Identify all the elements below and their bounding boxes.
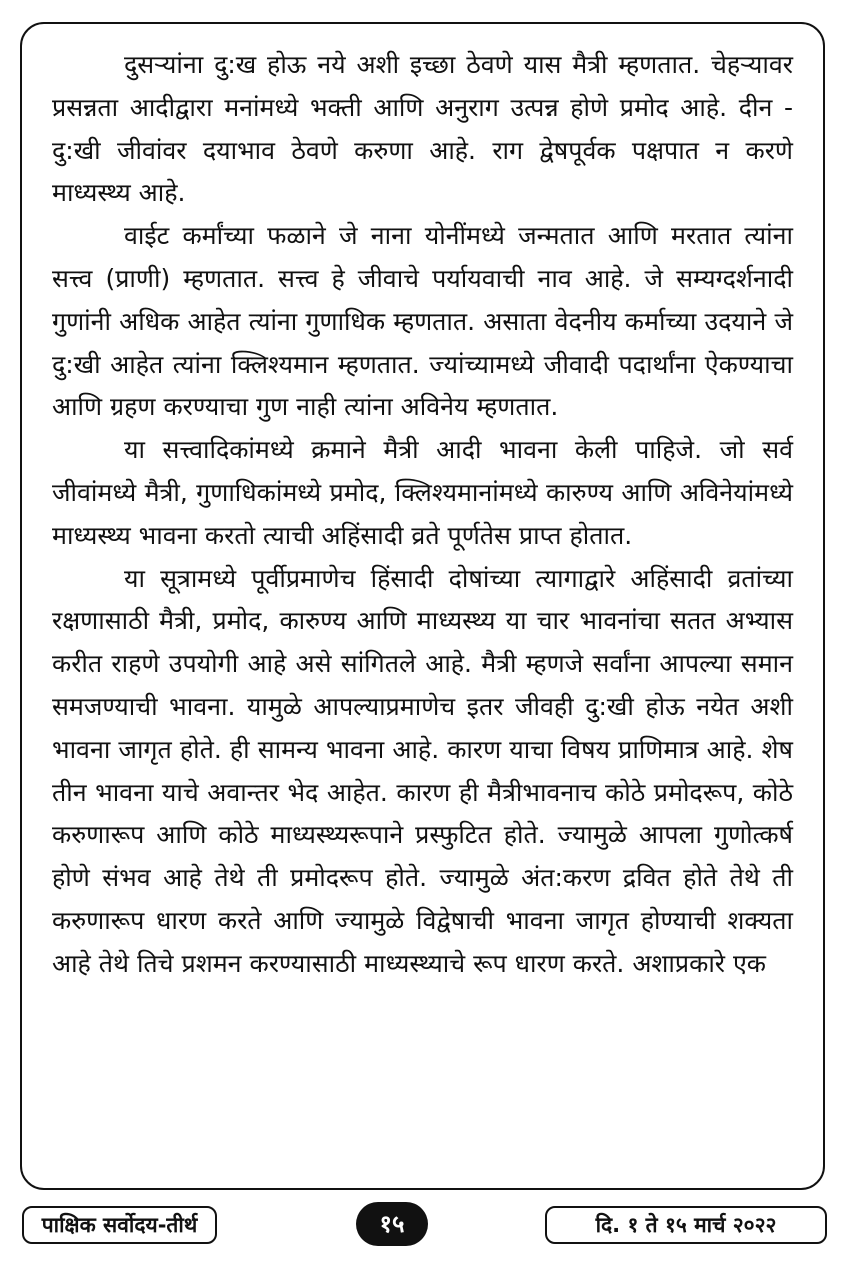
paragraph-4: या सूत्रामध्ये पूर्वीप्रमाणेच हिंसादी दोषांच्या त्यागाद्वारे अहिंसादी व्रतांच्या रक्षणासाठी मैत्री, प्रमोद, कारुण्य आणि माध्यस्थ्य या चार भावनांचा सतत अभ्यास करीत राहणे उपयोगी आहे असे सांगितले आहे. मैत्री म्हणजे सर्वांना आपल्या समान समजण्याची भावना. यामुळे आपल्याप्रमाणेच इतर जीवही दु:खी होऊ नयेत अशी भावना जागृत होते. ही सामन्य भावना आहे. कारण याचा विषय प्राणिमात्र आहे. शेष तीन भावना याचे अवान्तर भेद आहेत. कारण ही मैत्रीभावनाच कोठे प्रमोदरूप, कोठे करुणारूप आणि कोठे माध्यस्थ्यरूपाने प्रस्फुटित होते. ज्यामुळे आपला गुणोत्कर्ष होणे संभव आहे तेथे ती प्रमोदरूप होते. ज्यामुळे अंत:करण द्रवित होते तेथे ती करुणारूप धारण करते आणि ज्यामुळे विद्वेषाची भावना जागृत होण्याची शक्यता आहे तेथे तिचे प्रशमन करण्यासाठी माध्यस्थ्याचे रूप धारण करते. अशाप्रकारे एक: [52, 563, 793, 978]
issue-date: दि. १ ते १५ मार्च २०२२: [545, 1206, 827, 1244]
paragraph-2: वाईट कर्मांच्या फळाने जे नाना योनींमध्ये जन्मतात आणि मरतात त्यांना सत्त्व (प्राणी) म्हणतात. सत्त्व हे जीवाचे पर्यायवाची नाव आहे. जे सम्यग्दर्शनादी गुणांनी अधिक आहेत त्यांना गुणाधिक म्हणतात. असाता वेदनीय कर्माच्या उदयाने जे दु:खी आहेत त्यांना क्लिश्यमान म्हणतात. ज्यांच्यामध्ये जीवादी पदार्थांना ऐकण्याचा आणि ग्रहण करण्याचा गुण नाही त्यांना अविनेय म्हणतात.: [52, 221, 793, 422]
publication-name: पाक्षिक सर्वोदय-तीर्थ: [22, 1206, 217, 1244]
paragraph-1: दुसऱ्यांना दु:ख होऊ नये अशी इच्छा ठेवणे यास मैत्री म्हणतात. चेहऱ्यावर प्रसन्नता आदीद्वारा मनांमध्ये भक्ती आणि अनुराग उत्पन्न होणे प्रमोद आहे. दीन - दु:खी जीवांवर दयाभाव ठेवणे करुणा आहे. राग द्वेषपूर्वक पक्षपात न करणे माध्यस्थ्य आहे.: [52, 50, 793, 208]
page-number: १५: [356, 1202, 428, 1246]
content-frame: [20, 22, 825, 1190]
paragraph-3: या सत्त्वादिकांमध्ये क्रमाने मैत्री आदी भावना केली पाहिजे. जो सर्व जीवांमध्ये मैत्री, गुणाधिकांमध्ये प्रमोद, क्लिश्यमानांमध्ये कारुण्य आणि अविनेयांमध्ये माध्यस्थ्य भावना करतो त्याची अहिंसादी व्रते पूर्णतेस प्राप्त होतात.: [52, 435, 793, 550]
